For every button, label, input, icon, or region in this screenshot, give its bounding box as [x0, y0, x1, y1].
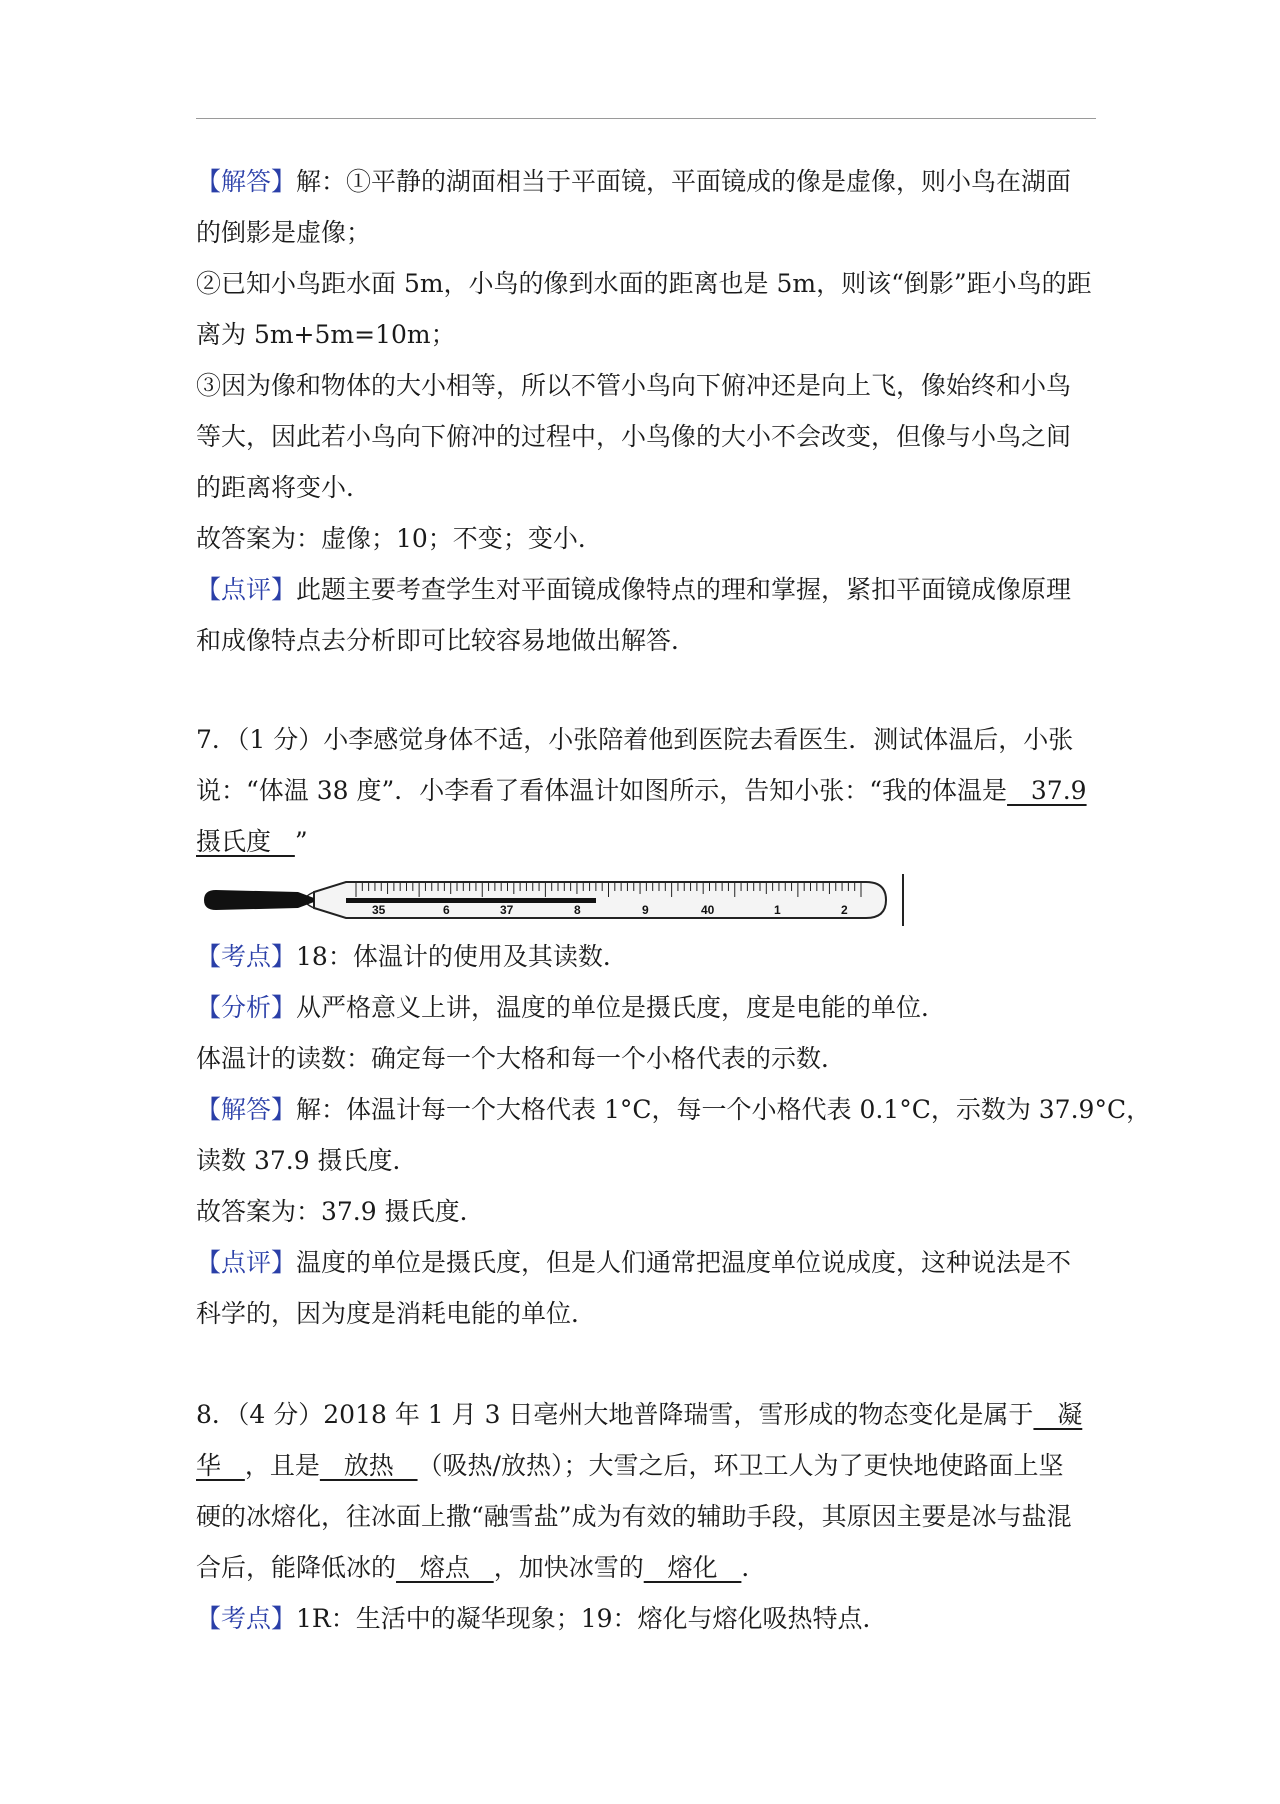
q7-jieda-2: 读数 37.9 摄氏度． [196, 1146, 418, 1175]
question-7-solution [196, 931, 1152, 1339]
q7-fenxi-2: 体温计的读数：确定每一个大格和每一个小格代表的示数． [196, 1044, 847, 1073]
header-rule [196, 118, 1096, 119]
q7-dianping-1: 【点评】温度的单位是摄氏度，但是人们通常把温度单位说成度，这种说法是不 [196, 1248, 1072, 1277]
q8-answer-2: 放热 [319, 1451, 418, 1480]
q7-jieda-1: 【解答】解：体温计每一个大格代表 1°C，每一个小格代表 0.1°C，示数为 37.9°C， [196, 1095, 1152, 1124]
answer-line-2: 的倒影是虚像； [196, 218, 372, 247]
kaodian-tag: 【考点】 [196, 942, 297, 971]
q7-kaodian: 【考点】18：体温计的使用及其读数． [196, 942, 628, 971]
q8-answer-1a: 凝 [1033, 1400, 1083, 1429]
answer-line-5: ③因为像和物体的大小相等，所以不管小鸟向下俯冲还是向上飞，像始终和小鸟 [196, 371, 1072, 400]
answer-line-3: ②已知小鸟距水面 5m，小鸟的像到水面的距离也是 5m，则该“倒影”距小鸟的距 [196, 269, 1092, 298]
q8-line-3: 硬的冰熔化，往冰面上撒“融雪盐”成为有效的辅助手段，其原因主要是冰与盐混 [196, 1502, 1072, 1531]
q7-line-3: 摄氏度 ” [196, 827, 308, 856]
fenxi-tag: 【分析】 [196, 993, 297, 1022]
q7-line-2: 说：“体温 38 度”．小李看了看体温计如图所示，告知小张：“我的体温是 37.9 [196, 776, 1087, 805]
answer-line-4: 离为 5m+5m=10m； [196, 320, 456, 349]
q7-jieda-3: 故答案为：37.9 摄氏度． [196, 1197, 485, 1226]
q7-answer-unit: 摄氏度 [196, 827, 295, 856]
review-tag: 【点评】 [196, 575, 297, 604]
q8-line-2: 华 ，且是 放热 （吸热/放热）；大雪之后，环卫工人为了更快地使路面上坚 [196, 1451, 1064, 1480]
scale-label-35: 35 [372, 903, 386, 917]
dianping-tag: 【点评】 [196, 1248, 297, 1277]
previous-question-solution [196, 156, 1096, 666]
thermometer-figure [196, 872, 906, 928]
mercury-bulb [204, 890, 314, 910]
q7-dianping-2: 科学的，因为度是消耗电能的单位． [196, 1299, 597, 1328]
scale-label-41: 1 [774, 903, 781, 917]
answer-line-1: 【解答】解：①平静的湖面相当于平面镜，平面镜成的像是虚像，则小鸟在湖面 [196, 167, 1072, 196]
answer-tag: 【解答】 [196, 167, 297, 196]
scale-label-42: 2 [841, 903, 848, 917]
scale-label-39: 9 [642, 903, 649, 917]
question-7 [196, 714, 1096, 867]
review-line-1: 【点评】此题主要考查学生对平面镜成像特点的理和掌握，紧扣平面镜成像原理 [196, 575, 1072, 604]
review-line-2: 和成像特点去分析即可比较容易地做出解答． [196, 626, 697, 655]
q8-answer-3: 熔点 [396, 1553, 494, 1582]
q7-line-1: 7．（1 分）小李感觉身体不适，小张陪着他到医院去看医生．测试体温后，小张 [196, 725, 1074, 754]
scale-label-36: 6 [443, 903, 450, 917]
q8-line-1: 8．（4 分）2018 年 1 月 3 日亳州大地普降瑞雪，雪形成的物态变化是属于 凝 [196, 1400, 1083, 1429]
answer-line-7: 的距离将变小． [196, 473, 372, 502]
q8-answer-4: 熔化 [643, 1553, 742, 1582]
q8-kaodian: 【考点】1R：生活中的凝华现象；19：熔化与熔化吸热特点． [196, 1604, 888, 1633]
q8-answer-1b: 华 [196, 1451, 245, 1480]
q7-answer-blank: 37.9 [1007, 776, 1087, 805]
question-8 [196, 1389, 1096, 1644]
answer-line-6: 等大，因此若小鸟向下俯冲的过程中，小鸟像的大小不会改变，但像与小鸟之间 [196, 422, 1072, 451]
scale-label-37: 37 [500, 903, 514, 917]
jieda-tag: 【解答】 [196, 1095, 297, 1124]
scale-label-38: 8 [574, 903, 581, 917]
q7-fenxi-1: 【分析】从严格意义上讲，温度的单位是摄氏度，度是电能的单位． [196, 993, 947, 1022]
q8-line-4: 合后，能降低冰的 熔点 ，加快冰雪的 熔化 ． [196, 1553, 767, 1582]
scale-label-40: 40 [701, 903, 715, 917]
final-answer-line: 故答案为：虚像；10；不变；变小． [196, 524, 603, 553]
kaodian-tag: 【考点】 [196, 1604, 297, 1633]
